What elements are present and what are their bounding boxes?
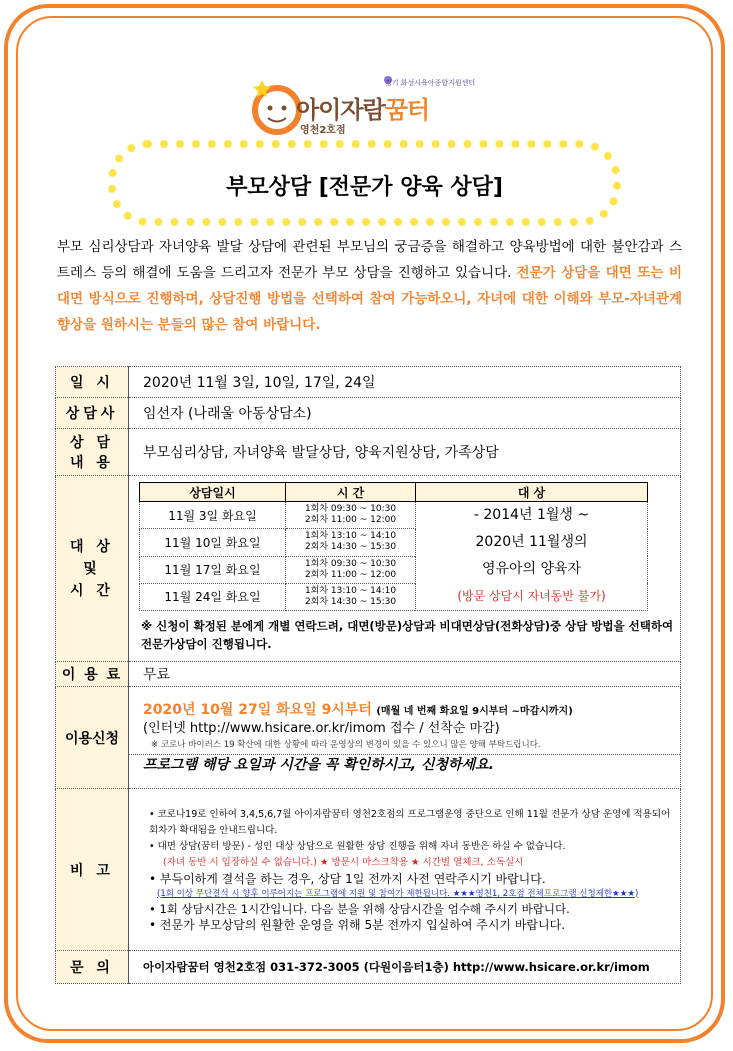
fee-value: 무료 [129, 662, 681, 687]
counselor-value: 임선자 (나래울 아동상담소) [129, 398, 681, 429]
table-row: 11월 17일 화요일 [140, 556, 286, 583]
schedule-notice: ※ 신청이 확정된 분에게 개별 연락드려, 대면(방문)상담과 비대면상담(전화상담)중 상담 방법을 선택하여 전문가상담이 진행됩니다. [141, 619, 674, 651]
table-row: 11월 10일 화요일 [140, 529, 286, 556]
sched-target: - 2014년 1월생 ~ 2020년 11월생의 영유아의 양육자 (방문 상담시 자녀동반 불가) [416, 502, 648, 611]
notes-cell [129, 789, 681, 951]
counselor-label: 상담사 [56, 398, 129, 429]
contact-label: 문 의 [56, 951, 129, 984]
list-item: • 부득이하게 결석을 하는 경우, 상담 1일 전까지 사전 연락주시기 바랍니다. [149, 871, 546, 886]
apply-channel: (인터넷 http://www.hsicare.or.kr/imom 접수 / 선착순 마감) [143, 720, 500, 736]
sched-time: 1회차 09:30 ~ 10:30 2회차 11:00 ~ 12:00 [286, 502, 416, 529]
sched-time: 1회차 09:30 ~ 10:30 2회차 11:00 ~ 12:00 [286, 556, 416, 583]
schedule-cell [129, 476, 681, 662]
sched-time: 1회차 13:10 ~ 14:10 2회차 14:30 ~ 15:30 [286, 583, 416, 610]
logo-subtitle: 경기 화성시육아종합지원센터 [385, 79, 476, 87]
content-label: 상 담 내 용 [56, 429, 129, 476]
list-item: • 코로나19로 인하여 3,4,5,6,7월 아이자람꿈터 영천2호점의 프로그램운영 중단으로 인해 11월 전문가 상담 운영에 적용되어 회차가 확대됨을 안내드립니다. [149, 808, 671, 836]
apply-covid: ※ 코로나 바이러스 19 확산에 대한 상황에 따라 운영상의 변경이 있을 수 있으니 많은 양해 부탁드립니다. [151, 739, 541, 750]
list-item: (자녀 동반 시 입장하실 수 없습니다.) ★ 방문시 마스크착용 ★ 시간별 열체크, 소독실시 [163, 856, 524, 868]
sched-header-target: 대 상 [416, 483, 648, 502]
fee-label: 이 용 료 [56, 662, 129, 687]
sched-header-time: 시 간 [286, 483, 416, 502]
list-item: • 전문가 부모상담의 원활한 운영을 위해 5분 전까지 입실하여 주시기 바랍니다. [149, 917, 566, 932]
date-label: 일 시 [56, 367, 129, 398]
table-row: 11월 24일 화요일 [140, 583, 286, 610]
apply-check: 프로그램 해당 요일과 시간을 꼭 확인하시고, 신청하세요. [129, 754, 680, 774]
list-item: (1회 이상 무단결석 시 향후 이루어지는 프로그램에 지원 및 참여가 제한됩니다. ★★★영천1, 2호점 전체프로그램 신청제한★★★) [157, 888, 639, 899]
contact-value: 아이자람꿈터 영천2호점 031-372-3005 (다원이음터1층) http://www.hsicare.or.kr/imom [129, 951, 681, 984]
list-item: • 대면 상담(꿈터 방문) - 성인 대상 상담으로 원활한 상담 진행을 위해 자녀 동반은 하실 수 없습니다. [149, 840, 566, 852]
logo-name: 아이자람꿈터 [296, 96, 430, 124]
list-item: • 1회 상담시간은 1시간입니다. 다음 분을 위해 상담시간을 엄수해 주시기 바랍니다. [149, 901, 570, 916]
apply-start: 2020년 10월 27일 화요일 9시부터 [143, 701, 372, 718]
apply-label: 이용신청 [56, 687, 129, 789]
table-row: 11월 3일 화요일 [140, 502, 286, 529]
sched-time: 1회차 13:10 ~ 14:10 2회차 14:30 ~ 15:30 [286, 529, 416, 556]
date-value: 2020년 11월 3일, 10일, 17일, 24일 [129, 367, 681, 398]
notes-list [129, 803, 680, 937]
sched-header-date: 상담일시 [140, 483, 286, 502]
apply-cell [129, 687, 681, 789]
schedule-table [139, 482, 648, 611]
page-title: 부모상담 [전문가 양육 상담] [226, 175, 503, 200]
content-value: 부모심리상담, 자녀양육 발달상담, 양육지원상담, 가족상담 [129, 429, 681, 476]
intro-text: 부모 심리상담과 자녀양육 발달 상담에 관련된 부모님의 궁금증을 해결하고 양육방법에 대한 불안감과 스트레스 등의 해결에 도움을 드리고자 전문가 부모 상담을 진행하고 있습니다. 전문가 상담을 대면 또는 비대면 방식으로 진행하며, 상담진행 방법을 선택하여 참여 가능하오니, 자녀에 대한 이해와 부모-자녀관계 향상을 원하시는 분들의 많은 참여 바랍니다. [57, 239, 682, 333]
target-label: 대 상 및 시 간 [56, 476, 129, 662]
apply-start-note: (매월 네 번째 화요일 9시부터 ~마감시까지) [376, 705, 573, 717]
logo-branch: 영천2호점 [300, 125, 346, 136]
info-table [55, 366, 681, 984]
note-label: 비 고 [56, 789, 129, 951]
